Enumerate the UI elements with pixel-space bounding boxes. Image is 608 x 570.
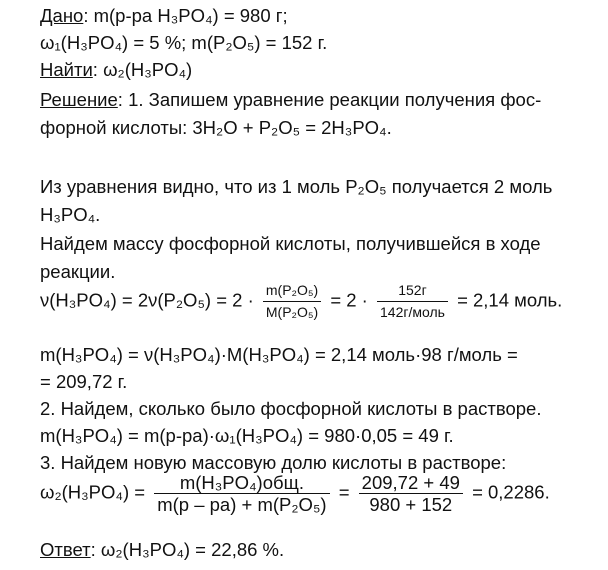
answer-label: Ответ [40, 539, 91, 560]
omega-fraction-1 [154, 472, 329, 515]
solution-line-1 [40, 88, 541, 112]
find-text: : ω₂(H₃PO₄) [92, 59, 193, 80]
nu-frac1-denominator: M(P₂O₅) [265, 304, 319, 320]
omega-rhs: = 0,2286. [472, 481, 550, 503]
step3-heading: 3. Найдем новую массовую долю кислоты в растворе: [40, 452, 507, 473]
mass-calc-line-1: m(H₃PO₄) = ν(H₃PO₄)·M(H₃PO₄) = 2,14 моль·98 г/моль = [40, 344, 518, 365]
omega-frac1-numerator: m(H₃PO₄)общ. [154, 472, 329, 494]
omega-fraction-2 [359, 472, 463, 515]
mass-calc-line-2: = 209,72 г. [40, 371, 128, 392]
note-line-1: Из уравнения видно, что из 1 моль P₂O₅ получается 2 моль [40, 176, 553, 197]
step2-calc: m(H₃PO₄) = m(р-ра)·ω₁(H₃PO₄) = 980·0,05 = 49 г. [40, 425, 454, 446]
nu-frac2-numerator: 152г [377, 280, 448, 302]
solution-line-2: форной кислоты: 3H₂O + P₂O₅ = 2H₃PO₄. [40, 117, 392, 138]
find-label: Найти [40, 59, 93, 80]
nu-mid: = 2 · [330, 289, 368, 311]
nu-frac1-numerator: m(P₂O₅) [263, 280, 321, 302]
omega-lhs: ω₂(H₃PO₄) = [40, 481, 146, 503]
omega-frac2-denominator: 980 + 152 [369, 494, 453, 515]
omega-frac2-numerator: 209,72 + 49 [359, 472, 463, 494]
answer-text: : ω₂(H₃PO₄) = 22,86 %. [90, 539, 285, 560]
nu-fraction-2 [377, 280, 448, 323]
omega-frac1-denominator: m(р – ра) + m(P₂O₅) [157, 494, 327, 515]
solution-step1-text: : 1. Запишем уравнение реакции получения фос- [117, 89, 542, 110]
omega-equation [40, 472, 550, 515]
solution-label: Решение [40, 89, 118, 110]
nu-equation [40, 280, 562, 323]
answer-line [40, 538, 284, 562]
nu-lhs: ν(H₃PO₄) = 2ν(P₂O₅) = 2 · [40, 289, 254, 311]
omega-equals: = [338, 481, 350, 503]
mass-heading-line-1: Найдем массу фосфорной кислоты, получившейся в ходе [40, 233, 541, 254]
nu-fraction-1 [263, 280, 321, 323]
note-line-2: H₃PO₄. [40, 204, 101, 225]
given-text-1: : m(р-ра H₃PO₄) = 980 г; [83, 5, 288, 26]
nu-rhs: = 2,14 моль. [457, 289, 563, 311]
mass-heading-line-2: реакции. [40, 261, 116, 282]
step2-heading: 2. Найдем, сколько было фосфорной кислоты в растворе. [40, 398, 542, 419]
nu-frac2-denominator: 142г/моль [380, 304, 445, 320]
given-label: Дано [40, 5, 84, 26]
given-line-1 [40, 4, 288, 28]
find-line [40, 58, 192, 82]
given-line-2: ω₁(H₃PO₄) = 5 %; m(P₂O₅) = 152 г. [40, 32, 328, 53]
